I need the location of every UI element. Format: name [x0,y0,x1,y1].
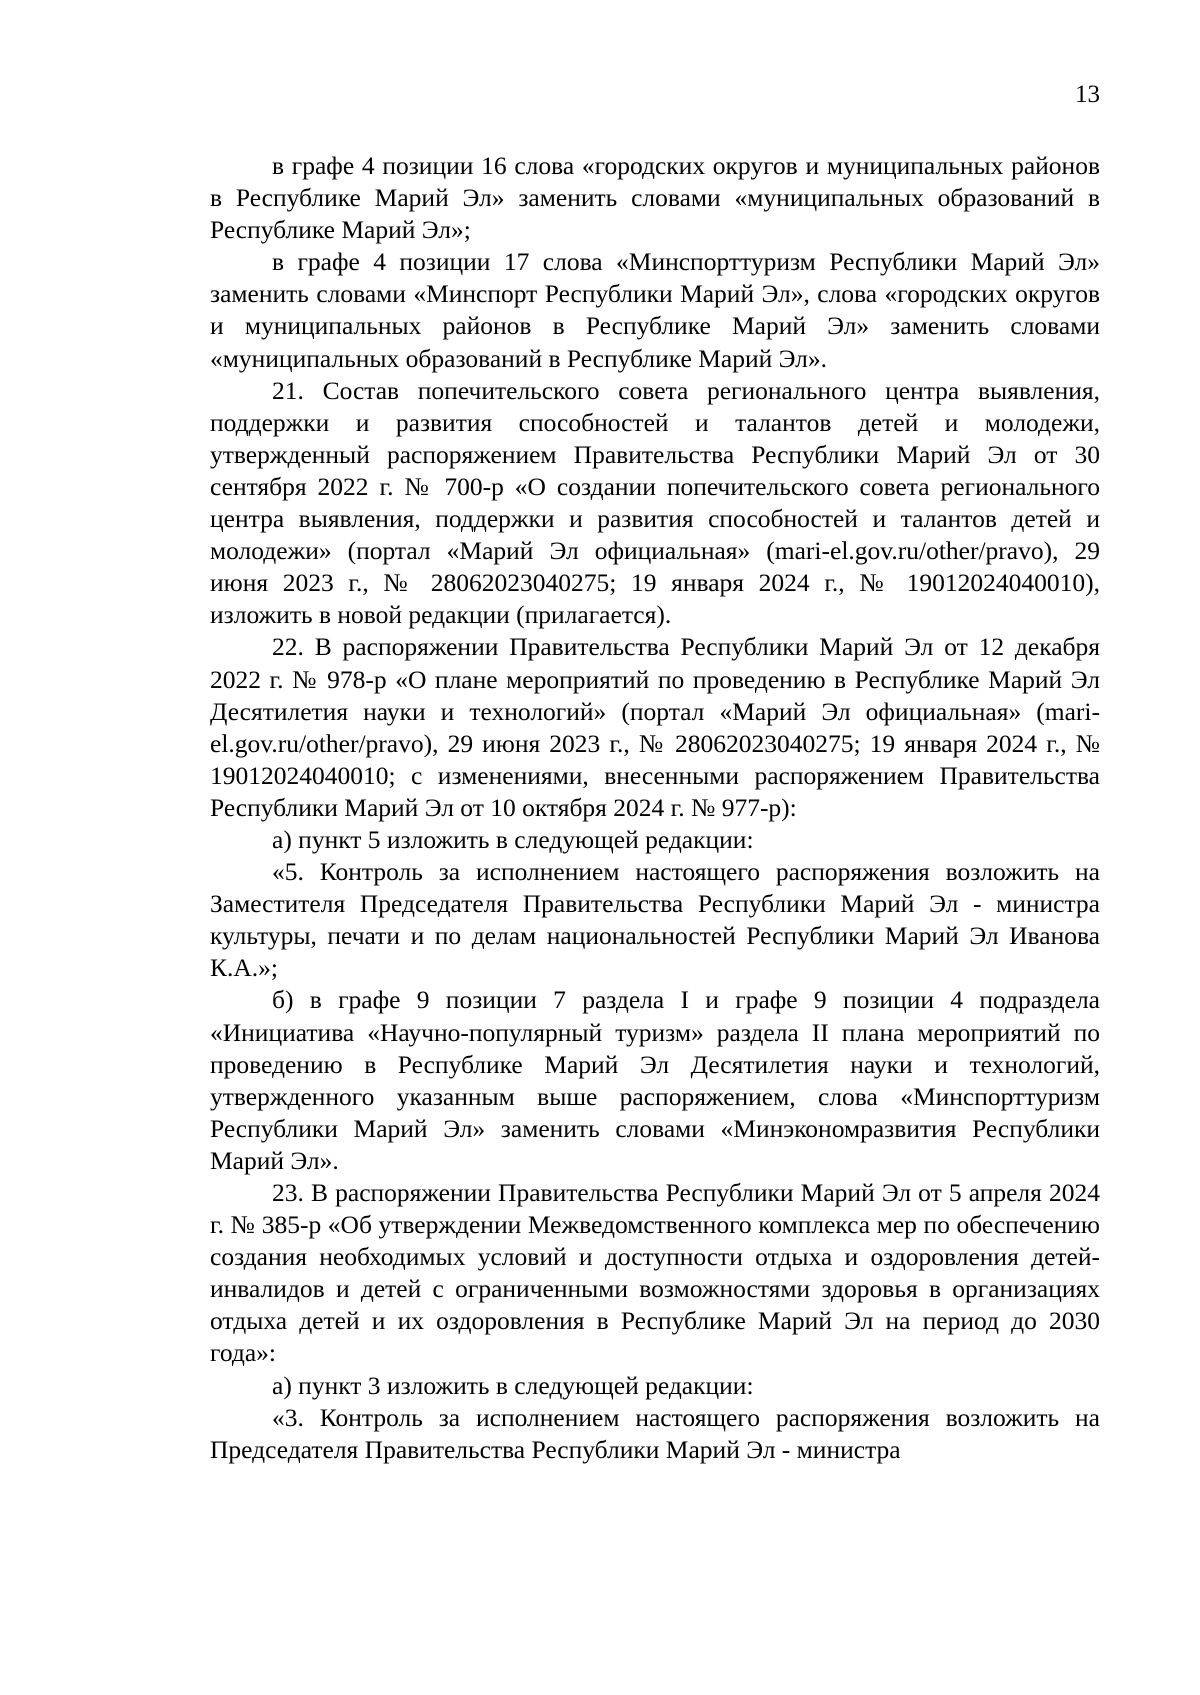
paragraph-item-22: 22. В распоряжении Правительства Республики Марий Эл от 12 декабря 2022 г. № 978-р «О плане мероприятий по проведению в Республике Марий Эл Десятилетия науки и технологий» (портал «Марий Эл официальная» (mari-el.gov.ru/other/pravo), 29 июня 2023 г., № 28062023040275; 19 января 2024 г., № 19012024040010; с изменениями, внесенными распоряжением Правительства Республики Марий Эл от 10 октября 2024 г. № 977-р): [210,632,1100,822]
document-body [210,150,1100,1466]
paragraph-item-22-a: а) пункт 5 изложить в следующей редакции: [272,824,754,854]
paragraph-item-23: 23. В распоряжении Правительства Республики Марий Эл от 5 апреля 2024 г. № 385-р «Об утверждении Межведомственного комплекса мер по обеспечению создания необходимых условий и доступности отдыха и оздоровления детей-инвалидов и детей с ограниченными возможностями здоровья в организациях отдыха детей и их оздоровления в Республике Марий Эл на период до 2030 года»: [210,1178,1100,1368]
paragraph-item-23-a: а) пункт 3 изложить в следующей редакции: [272,1370,754,1400]
paragraph-position-16: в графе 4 позиции 16 слова «городских округов и муниципальных районов в Республике Марий Эл» заменить словами «муниципальных образований в Республике Марий Эл»; [210,151,1100,245]
paragraph-item-22-a-text: «5. Контроль за исполнением настоящего распоряжения возложить на Заместителя Председателя Правительства Республики Марий Эл - министра культуры, печати и по делам национальностей Республики Марий Эл Иванова К.А.»; [210,857,1100,983]
paragraph-position-17: в графе 4 позиции 17 слова «Минспорттуризм Республики Марий Эл» заменить словами «Минспорт Республики Марий Эл», слова «городских округов и муниципальных районов в Республике Марий Эл» заменить словами «муниципальных образований в Республике Марий Эл». [210,247,1100,373]
paragraph-item-22-b: б) в графе 9 позиции 7 раздела I и графе 9 позиции 4 подраздела «Инициатива «Научно-популярный туризм» раздела II плана мероприятий по проведению в Республике Марий Эл Десятилетия науки и технологий, утвержденного указанным выше распоряжением, слова «Минспорттуризм Республики Марий Эл» заменить словами «Минэкономразвития Республики Марий Эл». [210,985,1100,1175]
paragraph-item-21: 21. Состав попечительского совета регионального центра выявления, поддержки и развития способностей и талантов детей и молодежи, утвержденный распоряжением Правительства Республики Марий Эл от 30 сентября 2022 г. № 700-р «О создании попечительского совета регионального центра выявления, поддержки и развития способностей и талантов детей и молодежи» (портал «Марий Эл официальная» (mari-el.gov.ru/other/pravo), 29 июня 2023 г., № 28062023040275; 19 января 2024 г., № 19012024040010), изложить в новой редакции (прилагается). [210,375,1100,630]
page-number: 13 [1075,81,1100,108]
paragraph-item-23-a-text: «3. Контроль за исполнением настоящего распоряжения возложить на Председателя Правительства Республики Марий Эл - министра [210,1402,1100,1464]
